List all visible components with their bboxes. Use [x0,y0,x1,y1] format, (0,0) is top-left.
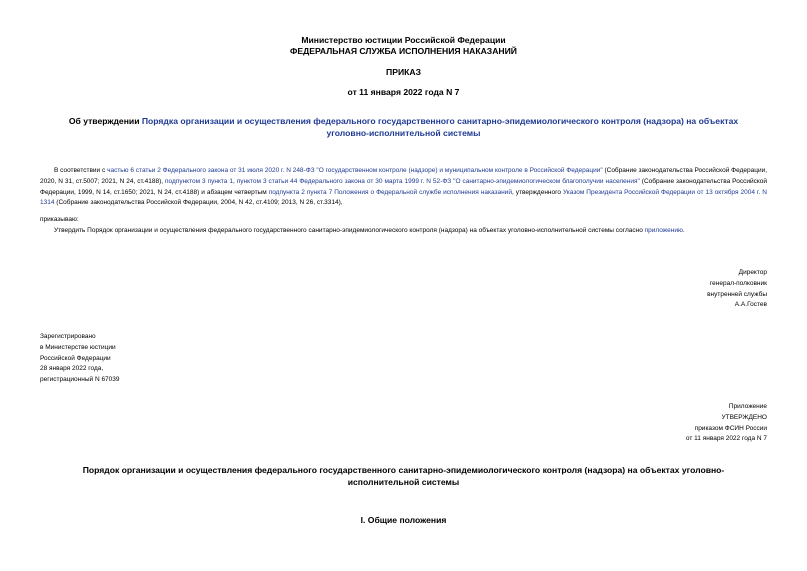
registration-line: Зарегистрировано [40,333,96,340]
signature-block [707,268,767,311]
appendix-approved: УТВЕРЖДЕНО [721,413,767,421]
procedure-title-line2: исполнительной системы [347,476,460,487]
appendix-order-ref: приказом ФСИН России [694,424,767,432]
registration-number: регистрационный N 67039 [40,376,120,384]
order-paragraph [40,226,767,237]
signature-position: Директор [738,269,767,276]
ministry-name: Министерство юстиции Российской Федерации [301,35,506,45]
registration-date: 28 января 2022 года, [40,365,104,373]
appendix-link[interactable]: приложению [644,227,683,234]
order-end: . [682,227,685,234]
title-prefix: Об утверждении [68,116,142,126]
registration-line: в Министерстве юстиции [40,343,116,351]
fsin-regulation-link[interactable]: подпункта 2 пункта 7 Положения о Федеральной службе исполнения наказаний [268,188,512,196]
preamble-text-5: (Собрание законодательства Российской Федерации, 2004, N 42, ст.4109; 2013, N 26, ст.3314), [54,199,343,207]
title-link-continued[interactable]: уголовно-исполнительной системы [326,127,481,138]
presidential-decree-link[interactable]: Указом Президента Российской Федерации от 13 октября 2004 г. N 1314 [40,188,767,207]
appendix-date: от 11 января 2022 года N 7 [685,435,767,443]
law-52-link[interactable]: подпунктом 3 пункта 1, пунктом 3 статьи 44 Федерального закона от 30 марта 1999 г. N 52-ФЗ "О санитарно-эпидемиологическом благополучии населения" [165,177,640,185]
preamble-paragraph [40,166,767,209]
law-248-link[interactable]: частью 6 статьи 2 Федерального закона от 31 июля 2020 г. N 248-ФЗ "О государственном контроле (надзоре) и муниципальном контроле в Российской Федерации" [107,167,603,174]
service-name: ФЕДЕРАЛЬНАЯ СЛУЖБА ИСПОЛНЕНИЯ НАКАЗАНИЙ [290,46,517,56]
document-type: ПРИКАЗ [386,67,421,77]
preamble-text-3: (Собрание законодательства Российской Федерации, 1999, N 14, ст.1650; 2021, N 24, ст.4188) и абзацем четвертым [40,177,767,196]
section-heading: I. Общие положения [360,515,447,525]
signature-rank: генерал-полковник [709,279,767,287]
document-title [0,116,807,128]
order-text: Утвердить Порядок организации и осуществления федерального государственного санитарно-эпидемиологического контроля (надзора) на объектах уголовно-исполнительной системы согласно [54,227,645,234]
appendix-label: Приложение [728,403,767,410]
document-date-number: от 11 января 2022 года N 7 [347,87,460,97]
appendix-block [686,402,767,445]
preamble-text-2: (Собрание законодательства Российской Федерации, 2020, N 31, ст.5007; 2021, N 24, ст.4188), [40,167,768,185]
signature-name: А.А.Гостев [734,301,767,309]
registration-line: Российской Федерации [40,354,111,362]
registration-block [40,332,120,386]
title-link[interactable]: Порядка организации и осуществления федерального государственного санитарно-эпидемиологического контроля (надзора) на объектах [141,116,739,126]
preamble-text-1: В соответствии с [54,167,108,174]
preamble-text-4: , утвержденного [511,188,563,196]
order-label: приказываю: [40,216,79,223]
document-title-line2 [0,128,807,140]
signature-service: внутренней службы [707,290,767,298]
procedure-title: Порядок организации и осуществления федерального государственного санитарно-эпидемиологического контроля (надзора) на объектах уголовно- [82,465,725,475]
